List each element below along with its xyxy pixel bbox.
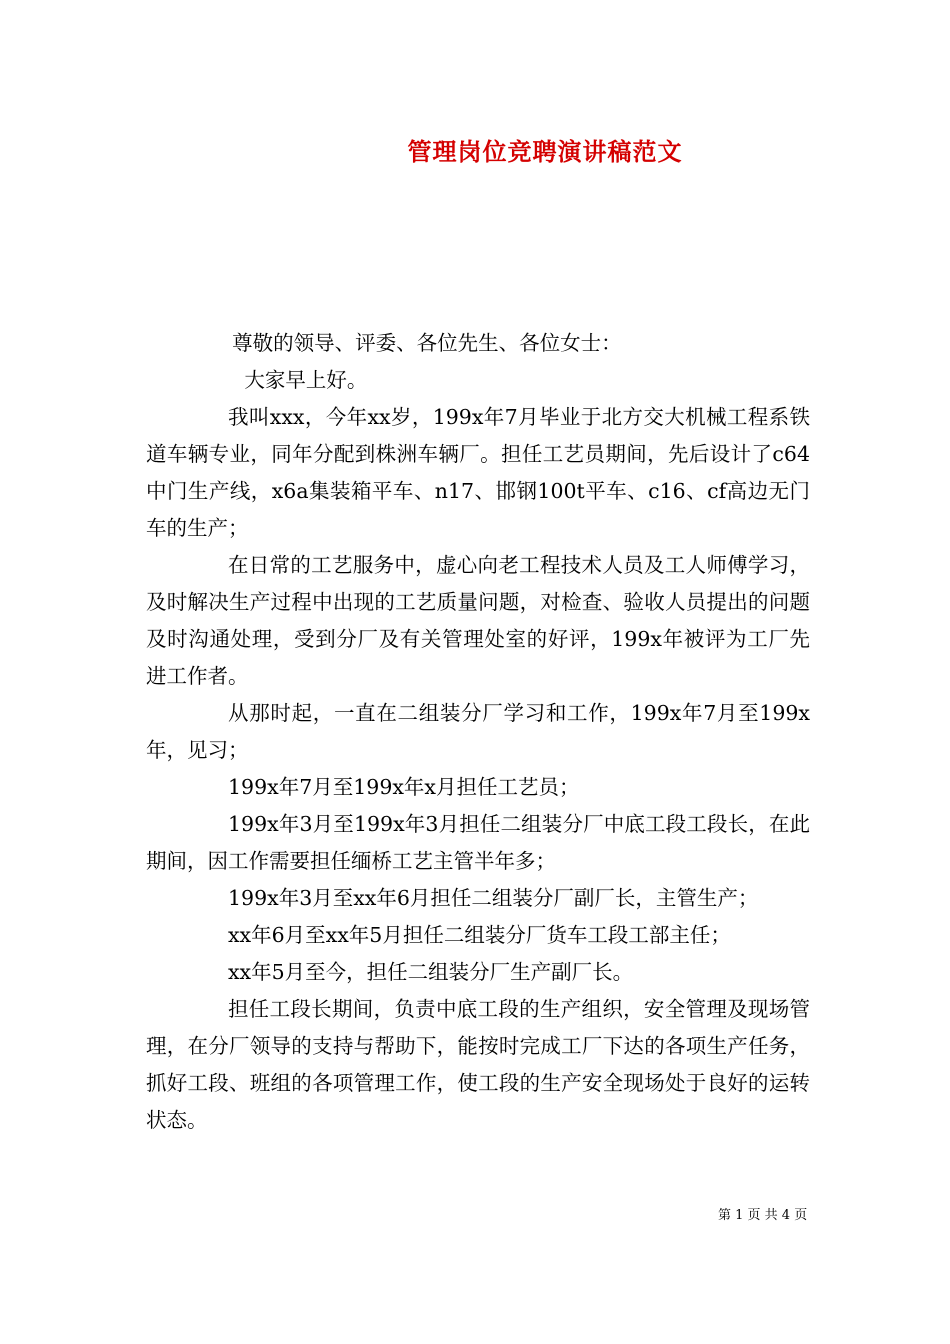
body-paragraph: 从那时起，一直在二组装分厂学习和工作，199x年7月至199x年，见习； xyxy=(146,701,810,762)
page-title: 管理岗位竞聘演讲稿范文 xyxy=(407,137,683,166)
body-paragraph: xx年6月至xx年5月担任二组装分厂货车工段工部主任； xyxy=(228,923,731,947)
body-paragraph: 担任工段长期间，负责中底工段的生产组织，安全管理及现场管理，在分厂领导的支持与帮助下，能按时完成工厂下达的各项生产任务，抓好工段、班组的各项管理工作，使工段的生产安全现场处于良好的运转状态。 xyxy=(146,997,810,1132)
salutation-paragraph: 大家早上好。 xyxy=(244,368,368,392)
page-number: 第 1 页 共 4 页 xyxy=(718,1208,808,1223)
body-paragraph: xx年5月至今，担任二组装分厂生产副厂长。 xyxy=(228,960,634,984)
body-paragraph: 我叫xxx，今年xx岁，199x年7月毕业于北方交大机械工程系铁道车辆专业，同年分配到株洲车辆厂。担任工艺员期间，先后设计了c64中门生产线，x6a集装箱平车、n17、邯钢100t平车、c16、cf高边无门车的生产； xyxy=(146,405,810,540)
body-paragraph: 199x年7月至199x年x月担任工艺员； xyxy=(228,775,580,799)
body-paragraph: 199x年3月至199x年3月担任二组装分厂中底工段工段长，在此期间，因工作需要担任缅桥工艺主管半年多； xyxy=(146,812,810,873)
body-paragraph: 199x年3月至xx年6月担任二组装分厂副厂长，主管生产； xyxy=(228,886,759,910)
greeting-paragraph: 尊敬的领导、评委、各位先生、各位女士： xyxy=(232,331,622,355)
document-body xyxy=(146,325,810,1139)
body-paragraph: 在日常的工艺服务中，虚心向老工程技术人员及工人师傅学习，及时解决生产过程中出现的工艺质量问题，对检查、验收人员提出的问题及时沟通处理，受到分厂及有关管理处室的好评，199x年被评为工厂先进工作者。 xyxy=(146,553,810,688)
